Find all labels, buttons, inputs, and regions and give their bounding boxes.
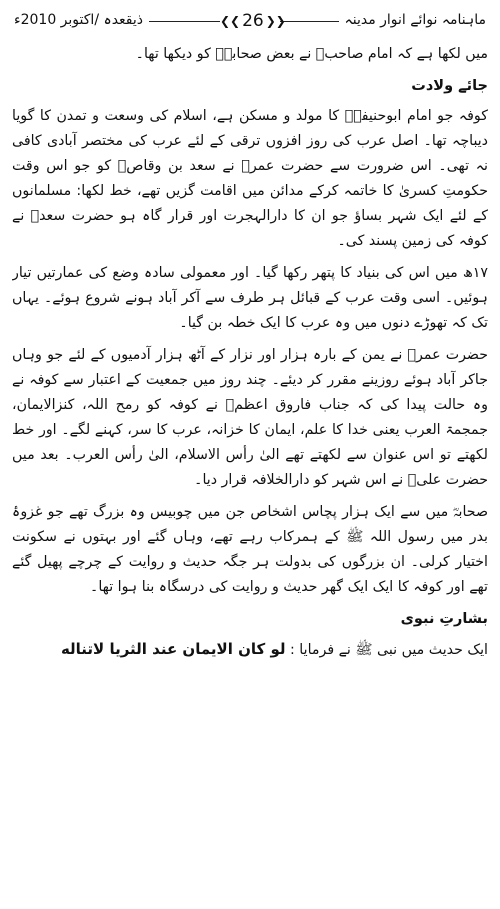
intro-paragraph: میں لکھا ہے کہ امام صاحبؒ نے بعض صحابہؓ کو دیکھا تھا۔ [135, 46, 488, 62]
paragraph-kufa: کوفہ جو امام ابوحنیفہؒ کا مولد و مسکن ہے، اسلام کی وسعت و تمدن کا گویا دیباچہ تھا۔ اصل عرب کی روز افزوں ترقی کے لئے عرب کی مختصر آبادی کافی نہ تھی۔ اس ضرورت سے حضرت عمرؓ نے سعد بن وقاصؓ کو جو اس وقت حکومتِ کسریٰ کا خاتمہ کرکے مدائن میں اقامت گزیں تھے، خط لکھا: مسلمانوں کے لئے ایک شہر بساؤ جو ان کا دارالہجرت اور قرار گاہ ہو حضرت سعدؓ نے کوفہ کی زمین پسند کی۔ [12, 108, 488, 249]
hadith-arabic: لو کان الایمان عند الثریا لاتناله [60, 640, 286, 658]
magazine-title: ماہنامہ نوائے انوار مدینہ [339, 11, 492, 29]
article-body [12, 42, 488, 902]
section-heading-glad-tidings: بشارتِ نبوی [400, 611, 488, 627]
ornament-icon: ❯❯ [265, 14, 286, 28]
page-number: 26 [242, 11, 264, 31]
hadith-line [12, 637, 488, 663]
section-heading-birthplace: جائے ولادت [411, 78, 488, 94]
paragraph-foundation: ۱۷ھ میں اس کی بنیاد کا پتھر رکھا گیا۔ اور معمولی سادہ وضع کی عمارتیں تیار ہوئیں۔ اسی وقت عرب کے قبائل ہر طرف سے آکر آباد ہونے شروع ہوئے۔ یہاں تک کہ تھوڑے دنوں میں وہ عرب کا ایک خطہ بن گیا۔ [12, 265, 488, 331]
hadith-lead: ایک حدیث میں نبی ﷺ نے فرمایا : [290, 642, 488, 658]
page-number-ornament [220, 8, 286, 34]
issue-date: ذیقعدہ /اکتوبر 2010ء [8, 11, 149, 29]
page-header [8, 8, 492, 36]
paragraph-companions: صحابہؓ میں سے ایک ہزار پچاس اشخاص جن میں چوبیس وہ بزرگ تھے جو غزوۂ بدر میں رسول اللہ ﷺ کے ہمرکاب رہے تھے، وہاں گئے اور بہتوں نے سکونت اختیار کرلی۔ ان بزرگوں کی بدولت ہر جگہ حدیث و روایت کے چرچے پھیل گئے تھے اور کوفہ کا ایک ایک گھر حدیث و روایت کی درسگاہ بنا ہوا تھا۔ [12, 504, 488, 595]
ornament-icon: ❮❮ [220, 14, 241, 28]
paragraph-umar: حضرت عمرؓ نے یمن کے بارہ ہزار اور نزار کے آٹھ ہزار آدمیوں کے لئے جو وہاں جاکر آباد ہوئے روزینے مقرر کر دیئے۔ چند روز میں جمعیت کے اعتبار سے کوفہ نے وہ حالت پیدا کی کہ جناب فاروق اعظمؓ نے کوفہ کو رمح اللہ، کنزالایمان، جمجمۃ العرب یعنی خدا کا علم، ایمان کا خزانہ، عرب کا سر، کہنے لگے۔ اور خط لکھتے تو اس عنوان سے لکھتے تھے الیٰ رأس الاسلام، الیٰ رأس العرب۔ بعد میں حضرت علیؓ نے اس شہر کو دارالخلافہ قرار دیا۔ [12, 347, 488, 488]
